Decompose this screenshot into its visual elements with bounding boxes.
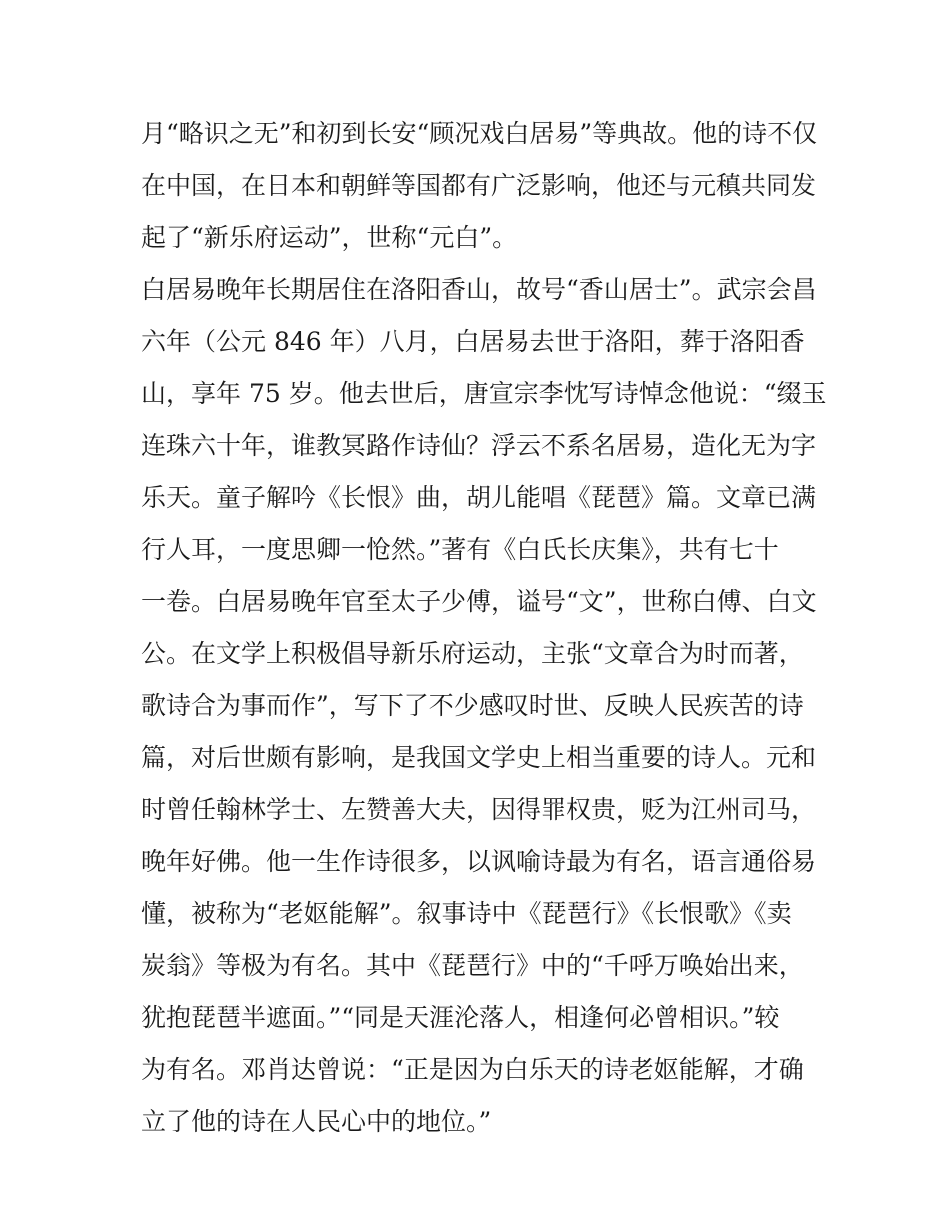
text-line: 行人耳，一度思卿一怆然。”著有《白氏长庆集》，共有七十: [141, 535, 779, 564]
text-line: 懂，被称为“老妪能解”。叙事诗中《琵琶行》《长恨歌》《卖: [141, 899, 792, 928]
text-line: 歌诗合为事而作”，写下了不少感叹时世、反映人民疾苦的诗: [141, 691, 804, 720]
text-line: 公。在文学上积极倡导新乐府运动，主张“文章合为时而著，: [141, 639, 804, 668]
text-line: 炭翁》等极为有名。其中《琵琶行》中的“千呼万唤始出来，: [141, 951, 804, 980]
text-line: 时曾任翰林学士、左赞善大夫，因得罪权贵，贬为江州司马，: [141, 795, 817, 824]
text-line: 犹抱琵琶半遮面。”“同是天涯沦落人，相逢何必曾相识。”较: [141, 1003, 780, 1032]
text-line: 晚年好佛。他一生作诗很多，以讽喻诗最为有名，语言通俗易: [141, 847, 817, 876]
text-line: 为有名。邓肖达曾说：“正是因为白乐天的诗老妪能解，才确: [141, 1055, 804, 1084]
text-line: 篇，对后世颇有影响，是我国文学史上相当重要的诗人。元和: [141, 743, 817, 772]
text-line: 在中国，在日本和朝鲜等国都有广泛影响，他还与元稹共同发: [141, 171, 817, 200]
text-line: 乐天。童子解吟《长恨》曲，胡儿能唱《琵琶》篇。文章已满: [141, 483, 817, 512]
text-line: 连珠六十年，谁教冥路作诗仙？浮云不系名居易，造化无为字: [141, 431, 817, 460]
text-line: 白居易晚年长期居住在洛阳香山，故号“香山居士”。武宗会昌: [141, 275, 817, 304]
text-line: 月“略识之无”和初到长安“顾况戏白居易”等典故。他的诗不仅: [141, 119, 818, 148]
text-line: 山，享年 75 岁。他去世后，唐宣宗李忱写诗悼念他说：“缀玉: [141, 379, 827, 408]
text-line: 立了他的诗在人民心中的地位。”: [141, 1107, 492, 1136]
text-line: 六年（公元 846 年）八月，白居易去世于洛阳，葬于洛阳香: [141, 327, 805, 356]
text-line: 一卷。白居易晚年官至太子少傅，谥号“文”，世称白傅、白文: [141, 587, 817, 616]
text-line: 起了“新乐府运动”，世称“元白”。: [141, 223, 518, 252]
body-text: [141, 108, 827, 1148]
